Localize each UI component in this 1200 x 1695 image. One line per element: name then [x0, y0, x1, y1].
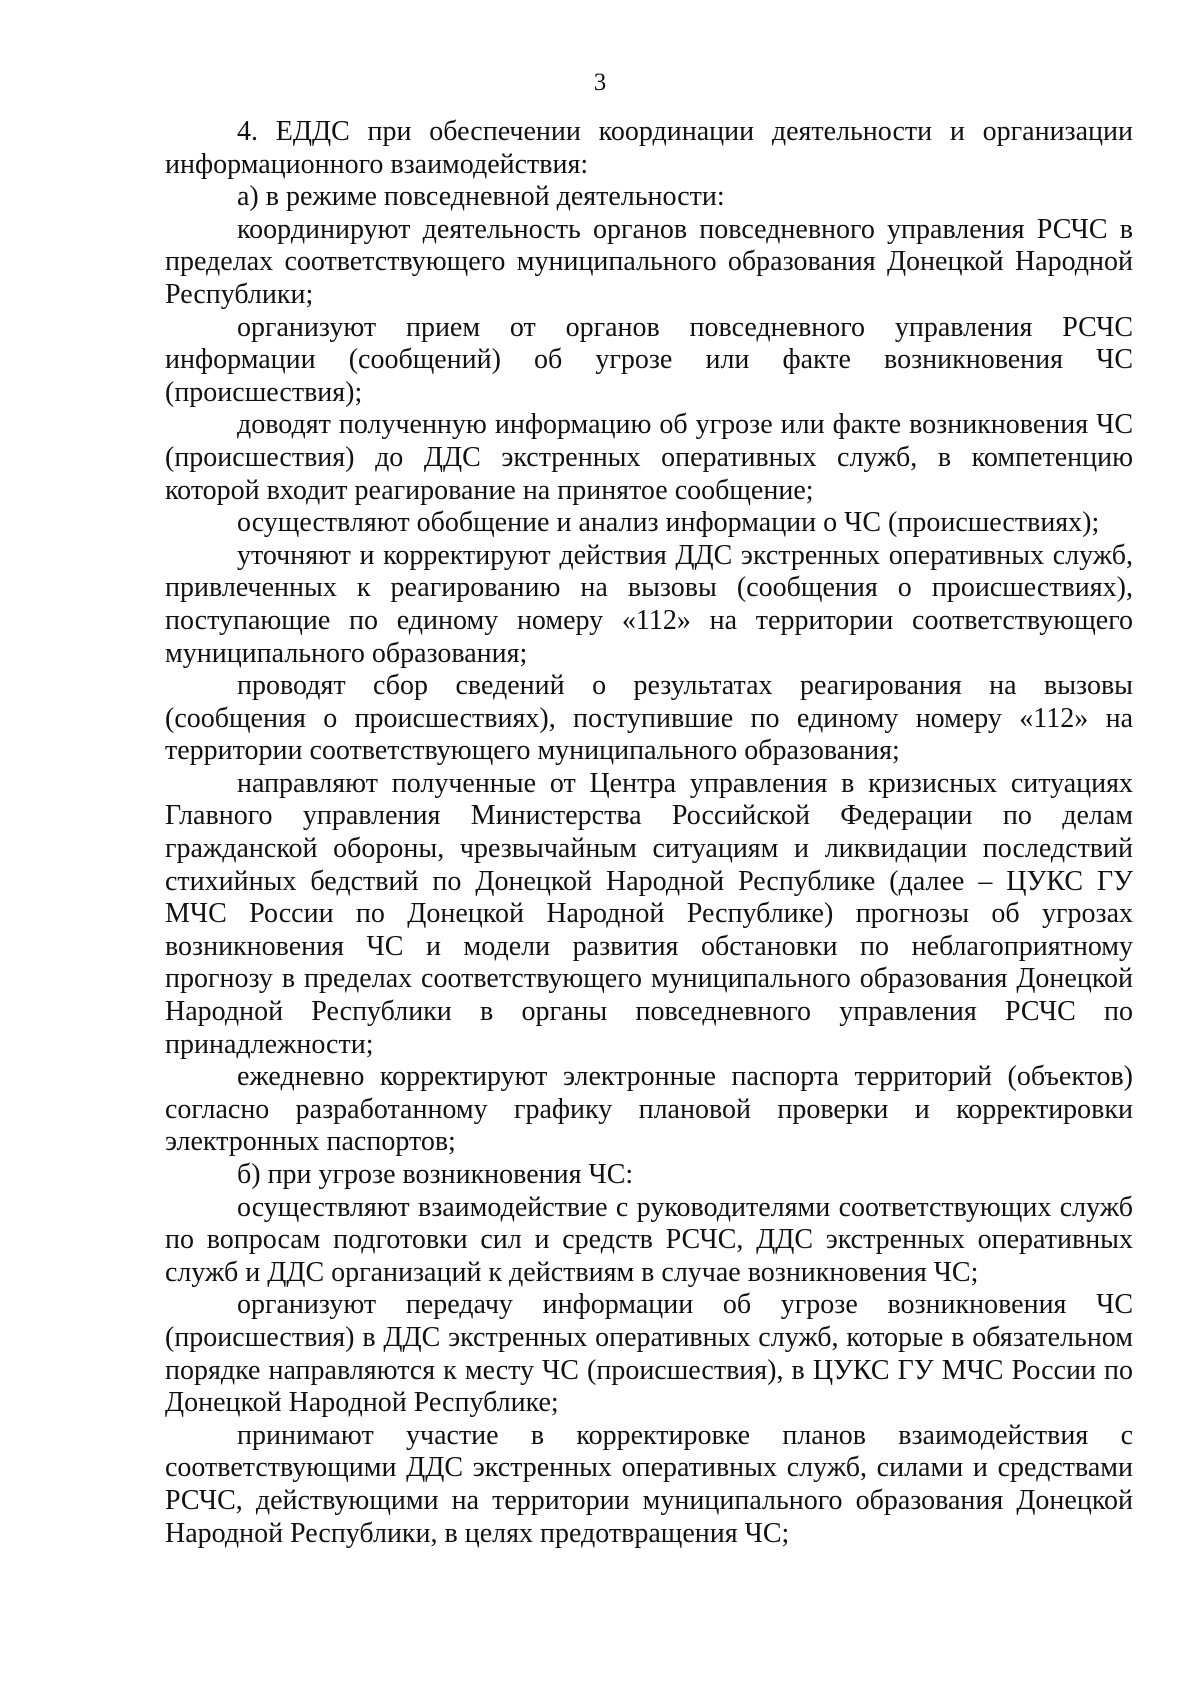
paragraph: организуют прием от органов повседневного управления РСЧС информации (сообщений) об угрозе или факте возникновения ЧС (происшествия); — [165, 311, 1133, 408]
paragraph: осуществляют обобщение и анализ информации о ЧС (происшествиях); — [237, 507, 1100, 539]
paragraph: 4. ЕДДС при обеспечении координации деятельности и организации информационного взаимодействия: — [165, 116, 1133, 180]
paragraph: осуществляют взаимодействие с руководителями соответствующих служб по вопросам подготовки сил и средств РСЧС, ДДС экстренных оперативных служб и ДДС организаций к действиям в случае возникновения ЧС; — [165, 1191, 1133, 1288]
paragraph: проводят сбор сведений о результатах реагирования на вызовы (сообщения о происшествиях), поступившие по единому номеру «112» на территории соответствующего муниципального образования; — [165, 670, 1133, 767]
paragraph: организуют передачу информации об угрозе возникновения ЧС (происшествия) в ДДС экстренных оперативных служб, которые в обязательном порядке направляются к месту ЧС (происшествия), в ЦУКС ГУ МЧС России по Донецкой Народной Республике; — [165, 1289, 1133, 1419]
paragraph: уточняют и корректируют действия ДДС экстренных оперативных служб, привлеченных к реагированию на вызовы (сообщения о происшествиях), поступающие по единому номеру «112» на территории соответствующего муниципального образования; — [165, 539, 1133, 669]
paragraph: доводят полученную информацию об угрозе или факте возникновения ЧС (происшествия) до ДДС экстренных оперативных служб, в компетенцию которой входит реагирование на принятое сообщение; — [165, 409, 1133, 506]
paragraph: принимают участие в корректировке планов взаимодействия с соответствующими ДДС экстренных оперативных служб, силами и средствами РСЧС, действующими на территории муниципального образования Донецкой Народной Республики, в целях предотвращения ЧС; — [165, 1419, 1133, 1549]
paragraph: б) при угрозе возникновения ЧС: — [237, 1159, 634, 1190]
paragraph: а) в режиме повседневной деятельности: — [237, 181, 725, 213]
paragraph: ежедневно корректируют электронные паспорта территорий (объектов) согласно разработанному графику плановой проверки и корректировки электронных паспортов; — [165, 1061, 1133, 1158]
paragraph: направляют полученные от Центра управления в кризисных ситуациях Главного управления Министерства Российской Федерации по делам гражданской обороны, чрезвычайным ситуациям и ликвидации последствий стихийных бедствий по Донецкой Народной Республике (далее – ЦУКС ГУ МЧС России по Донецкой Народной Республике) прогнозы об угрозах возникновения ЧС и модели развития обстановки по неблагоприятному прогнозу в пределах соответствующего муниципального образования Донецкой Народной Республики в органы повседневного управления РСЧС по принадлежности; — [165, 767, 1133, 1060]
document-body — [165, 116, 1133, 1550]
page-number: 3 — [593, 69, 607, 96]
paragraph: координируют деятельность органов повседневного управления РСЧС в пределах соответствующего муниципального образования Донецкой Народной Республики; — [165, 213, 1133, 310]
